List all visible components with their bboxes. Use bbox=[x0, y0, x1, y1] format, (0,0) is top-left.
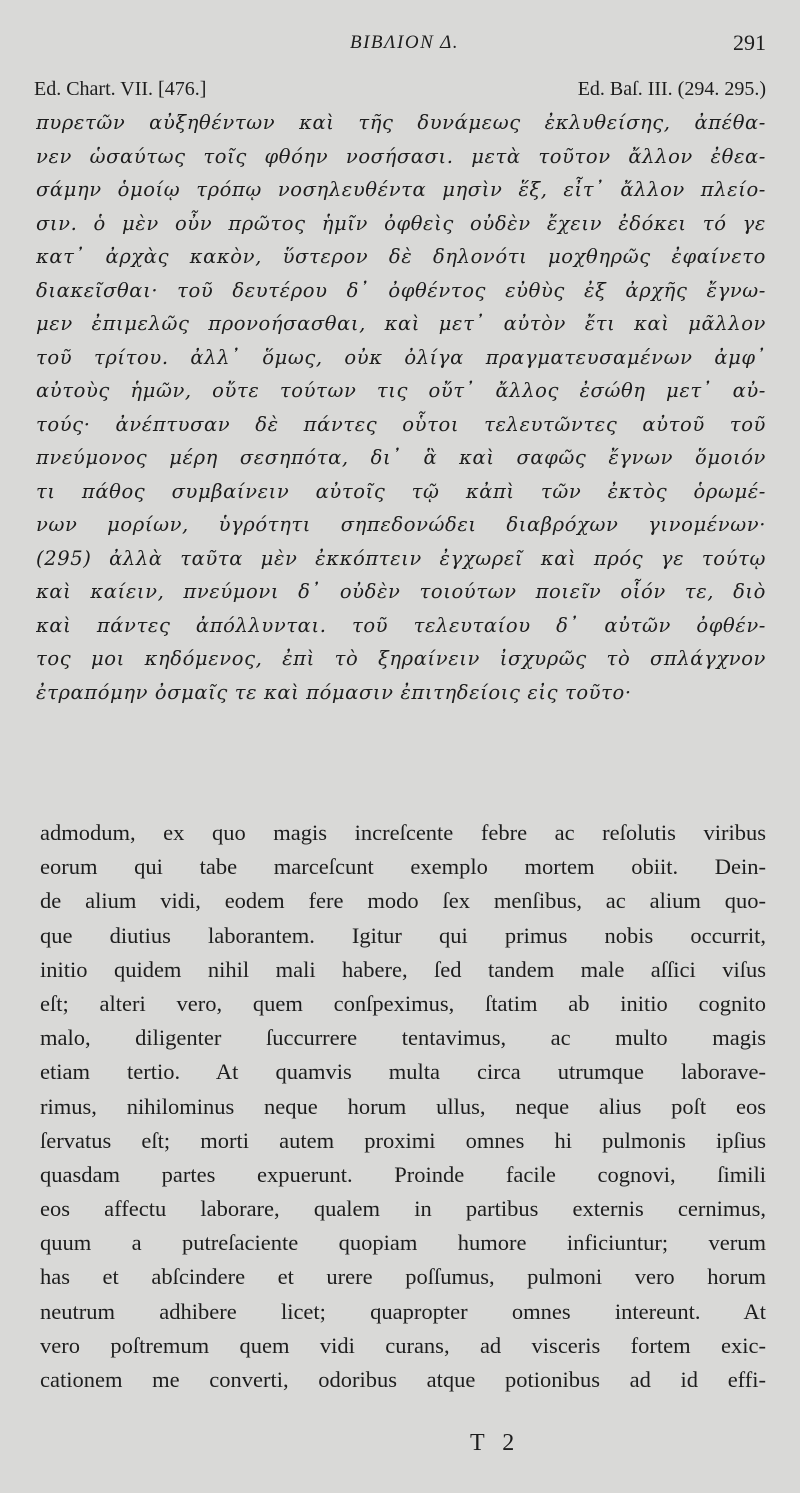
page-number: 291 bbox=[733, 30, 766, 55]
latin-line: de alium vidi, eodem fere modo ſex menſibus, ac alium quo- bbox=[40, 888, 766, 914]
signature-mark: T 2 bbox=[470, 1430, 521, 1456]
greek-line: ἐτραπόμην ὀσμαῖς τε καὶ πόμασιν ἐπιτηδείοις εἰς τοῦτο· bbox=[36, 680, 632, 704]
latin-translation bbox=[40, 816, 766, 1397]
latin-line: eſt; alteri vero, quem conſpeximus, ſtatim ab initio cognito bbox=[40, 990, 766, 1016]
greek-line: καὶ πάντες ἀπόλλυνται. τοῦ τελευταίου δ᾽ αὐτῶν ὀφθέν- bbox=[36, 613, 766, 637]
latin-line: eos affectu laborare, qualem in partibus externis cernimus, bbox=[40, 1196, 766, 1222]
edition-reference bbox=[34, 78, 766, 104]
greek-line: πνεύμονος μέρη σεσηπότα, δι᾽ ἃ καὶ σαφῶς ἔγνων ὅμοιόν bbox=[36, 446, 766, 469]
greek-line: τοῦ τρίτου. ἀλλ᾽ ὅμως, οὐκ ὀλίγα πραγματευσαμένων ἀμφ᾽ bbox=[36, 345, 766, 369]
greek-line: σιν. ὁ μὲν οὖν πρῶτος ἡμῖν ὀφθεὶς οὐδὲν ἔχειν ἐδόκει τό γε bbox=[36, 211, 766, 235]
running-title: BIBΛΙΟΝ Δ. bbox=[350, 32, 460, 53]
latin-line: cationem me converti, odoribus atque potionibus ad id effi- bbox=[40, 1367, 766, 1392]
latin-line: quum a putreſaciente quopiam humore inficiuntur; verum bbox=[40, 1230, 766, 1256]
latin-line: neutrum adhibere licet; quapropter omnes intereunt. At bbox=[40, 1298, 766, 1324]
greek-line: τι πάθος συμβαίνειν αὐτοῖς τῷ κἀπὶ τῶν ἐκτὸς ὁρωμέ- bbox=[36, 479, 766, 503]
edition-chartier: Ed. Chart. VII. [476.] bbox=[34, 78, 207, 100]
greek-line: νεν ὡσαύτως τοῖς φθόην νοσήσασι. μετὰ τοῦτον ἄλλον ἐθεα- bbox=[36, 144, 766, 168]
latin-line: malo, diligenter ſuccurrere tentavimus, ac multo magis bbox=[40, 1025, 766, 1051]
latin-line: rimus, nihilominus neque horum ullus, neque alius poſt eos bbox=[40, 1093, 766, 1119]
greek-line: πυρετῶν αὐξηθέντων καὶ τῆς δυνάμεως ἐκλυθείσης, ἀπέθα- bbox=[36, 111, 766, 134]
greek-line: τος μοι κηδόμενος, ἐπὶ τὸ ξηραίνειν ἰσχυρῶς τὸ σπλάγχνον bbox=[36, 647, 766, 670]
latin-line: que diutius laborantem. Igitur qui primus nobis occurrit, bbox=[40, 922, 766, 948]
latin-line: vero poſtremum quem vidi curans, ad visceris fortem exic- bbox=[40, 1332, 766, 1358]
greek-line: μεν ἐπιμελῶς προνοήσασθαι, καὶ μετ᾽ αὐτὸν ἔτι καὶ μᾶλλον bbox=[36, 312, 766, 335]
greek-text bbox=[36, 106, 766, 709]
greek-line: κατ᾽ ἀρχὰς κακὸν, ὕστερον δὲ δηλονότι μοχθηρῶς ἐφαίνετο bbox=[36, 245, 766, 268]
greek-line: καὶ καίειν, πνεύμονι δ᾽ οὐδὲν τοιούτων ποιεῖν οἷόν τε, διὸ bbox=[36, 580, 766, 603]
latin-line: admodum, ex quo magis increſcente febre ac reſolutis viribus bbox=[40, 820, 766, 845]
edition-basel: Ed. Baſ. III. (294. 295.) bbox=[577, 78, 766, 100]
greek-line: νων μορίων, ὑγρότητι σηπεδονώδει διαβρόχων γινομένων· bbox=[36, 513, 766, 536]
latin-line: quasdam partes expuerunt. Proinde facile cognovi, ſimili bbox=[40, 1161, 766, 1187]
greek-line: αὐτοὺς ἡμῶν, οὔτε τούτων τις οὔτ᾽ ἄλλος ἐσώθη μετ᾽ αὐ- bbox=[36, 379, 766, 402]
latin-line: etiam tertio. At quamvis multa circa utrumque laborave- bbox=[40, 1059, 766, 1085]
greek-line: σάμην ὁμοίῳ τρόπῳ νοσηλευθέντα μησὶν ἕξ, εἶτ᾽ ἄλλον πλείο- bbox=[36, 178, 766, 201]
latin-line: ſervatus eſt; morti autem proximi omnes hi pulmonis ipſius bbox=[40, 1127, 766, 1153]
greek-line: διακεῖσθαι· τοῦ δευτέρου δ᾽ ὀφθέντος εὐθὺς ἐξ ἀρχῆς ἔγνω- bbox=[36, 278, 766, 302]
latin-line: eorum qui tabe marceſcunt exemplo mortem obiit. Dein- bbox=[40, 854, 766, 880]
greek-line: (295) ἀλλὰ ταῦτα μὲν ἐκκόπτειν ἐγχωρεῖ καὶ πρός γε τούτῳ bbox=[36, 546, 766, 570]
latin-line: has et abſcindere et urere poſſumus, pulmoni vero horum bbox=[40, 1264, 766, 1290]
running-head bbox=[30, 30, 770, 60]
latin-line: initio quidem nihil mali habere, ſed tandem male aſſici viſus bbox=[40, 956, 766, 982]
greek-line: τούς· ἀνέπτυσαν δὲ πάντες οὗτοι τελευτῶντες αὐτοῦ τοῦ bbox=[36, 412, 766, 436]
